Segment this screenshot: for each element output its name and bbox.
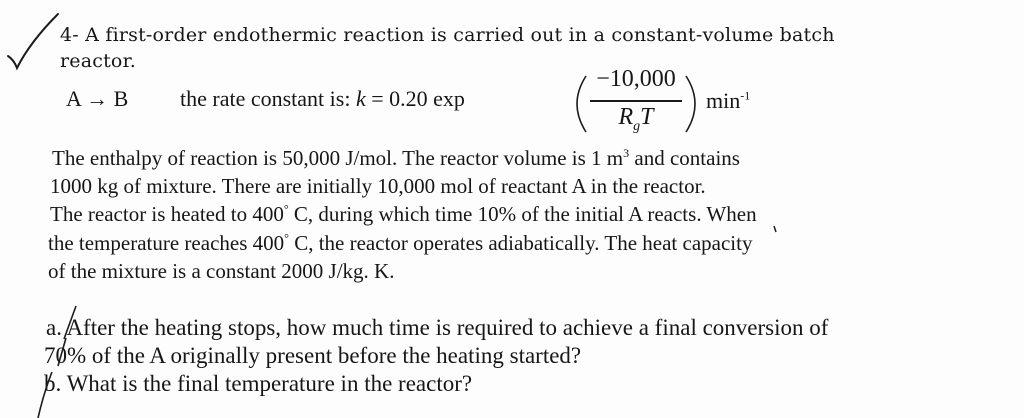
gas-constant-subscript: g [633, 118, 641, 134]
exponent-denominator: $R_gT$ [618, 104, 654, 134]
degree-symbol: ° [284, 231, 289, 245]
paragraph-line4: the temperature reaches 400° C, the reactor operates adiabatically. The heat capacity [48, 231, 753, 255]
degree-symbol: ° [283, 202, 289, 216]
rate-k-symbol: k [355, 86, 366, 111]
paragraph-line3: The reactor is heated to 400° C, during which time 10% of the initial A reacts. When [50, 202, 757, 226]
rate-equals: = [371, 86, 384, 111]
problem-intro-line1 [60, 24, 835, 46]
exponent-numerator: −10,000 [596, 66, 676, 92]
question-a-line2: 70% of the A originally present before the heating started? [44, 343, 582, 368]
cubic-exponent: 3 [623, 146, 630, 160]
check-mark-icon [8, 14, 58, 68]
ink-tick-mark [774, 226, 776, 232]
problem-intro-line2: reactor. [60, 50, 137, 72]
question-b-line1: b. What is the final temperature in the reactor? [44, 371, 473, 396]
paragraph-line2: 1000 kg of mixture. There are initially 10,000 mol of reactant A in the reactor. [50, 174, 706, 198]
exponent-fraction [576, 66, 696, 138]
question-a-line1: a. After the heating stops, how much time is required to achieve a final conversion of [46, 315, 829, 340]
reaction-equation: A → B [66, 86, 129, 111]
rate-constant-expression [180, 86, 465, 112]
fraction-bar [590, 100, 682, 102]
paragraph-line1: The enthalpy of reaction is 50,000 J/mol. The reactor volume is 1 $m^3$ and contains [52, 146, 740, 170]
problem-intro-text: A first-order endothermic reaction is carried out in a constant-volume batch [85, 24, 835, 46]
rate-unit-exponent: -1 [740, 88, 751, 103]
rate-unit: $\min^{-1}$ [706, 88, 751, 113]
rate-coefficient: 0.20 exp [389, 86, 465, 111]
problem-number: 4- [60, 24, 79, 46]
rate-label: the rate constant is: [180, 86, 351, 111]
paragraph-line5: of the mixture is a constant 2000 J/kg. K. [48, 259, 395, 283]
